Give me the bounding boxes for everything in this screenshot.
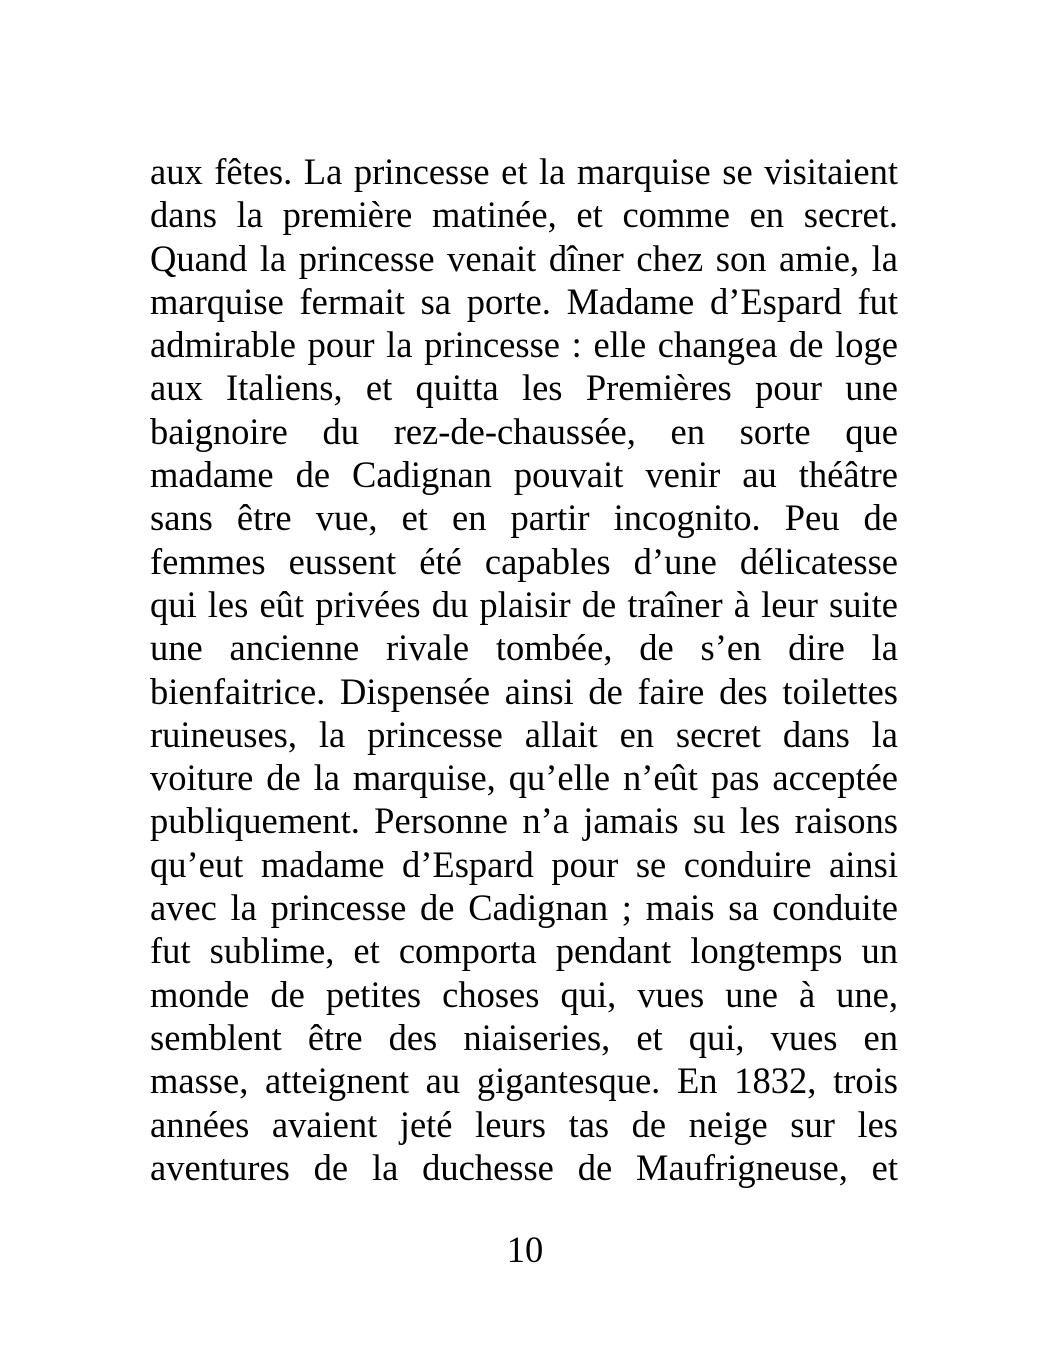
text-line: ruineuses, la princesse allait en secret dans la — [150, 713, 898, 755]
text-line: Quand la princesse venait dîner chez son amie, la — [150, 237, 898, 279]
text-line: dans la première matinée, et comme en secret. — [150, 194, 898, 236]
text-line: masse, atteignent au gigantesque. En 1832, trois — [150, 1060, 898, 1102]
text-line: aux Italiens, et quitta les Premières pour une — [150, 367, 898, 409]
text-line: aventures de la duchesse de Maufrigneuse, et — [150, 1146, 898, 1188]
text-line: femmes eussent été capables d’une délicatesse — [150, 540, 898, 582]
text-line: sans être vue, et en partir incognito. Peu de — [150, 497, 898, 539]
text-line: semblent être des niaiseries, et qui, vues en — [150, 1016, 898, 1058]
text-line: bienfaitrice. Dispensée ainsi de faire des toilettes — [150, 670, 898, 712]
text-line: monde de petites choses qui, vues une à une, — [150, 973, 898, 1015]
text-line: avec la princesse de Cadignan ; mais sa conduite — [150, 887, 898, 929]
text-line: baignoire du rez-de-chaussée, en sorte que — [150, 410, 898, 452]
text-line: années avaient jeté leurs tas de neige sur les — [150, 1103, 898, 1145]
body-text — [150, 150, 898, 1189]
text-line: publiquement. Personne n’a jamais su les raisons — [150, 800, 898, 842]
text-line: aux fêtes. La princesse et la marquise se visitaient — [150, 151, 898, 192]
text-line: madame de Cadignan pouvait venir au théâtre — [150, 454, 898, 496]
text-line: voiture de la marquise, qu’elle n’eût pas acceptée — [150, 757, 898, 799]
text-line: fut sublime, et comporta pendant longtemps un — [150, 930, 898, 972]
text-line: qui les eût privées du plaisir de traîner à leur suite — [150, 583, 898, 625]
text-line: admirable pour la princesse : elle changea de loge — [150, 324, 898, 366]
text-line: une ancienne rivale tombée, de s’en dire la — [150, 627, 898, 669]
page-number: 10 — [506, 1229, 544, 1270]
text-line: qu’eut madame d’Espard pour se conduire ainsi — [150, 843, 898, 885]
text-line: marquise fermait sa porte. Madame d’Espard fut — [150, 280, 898, 322]
